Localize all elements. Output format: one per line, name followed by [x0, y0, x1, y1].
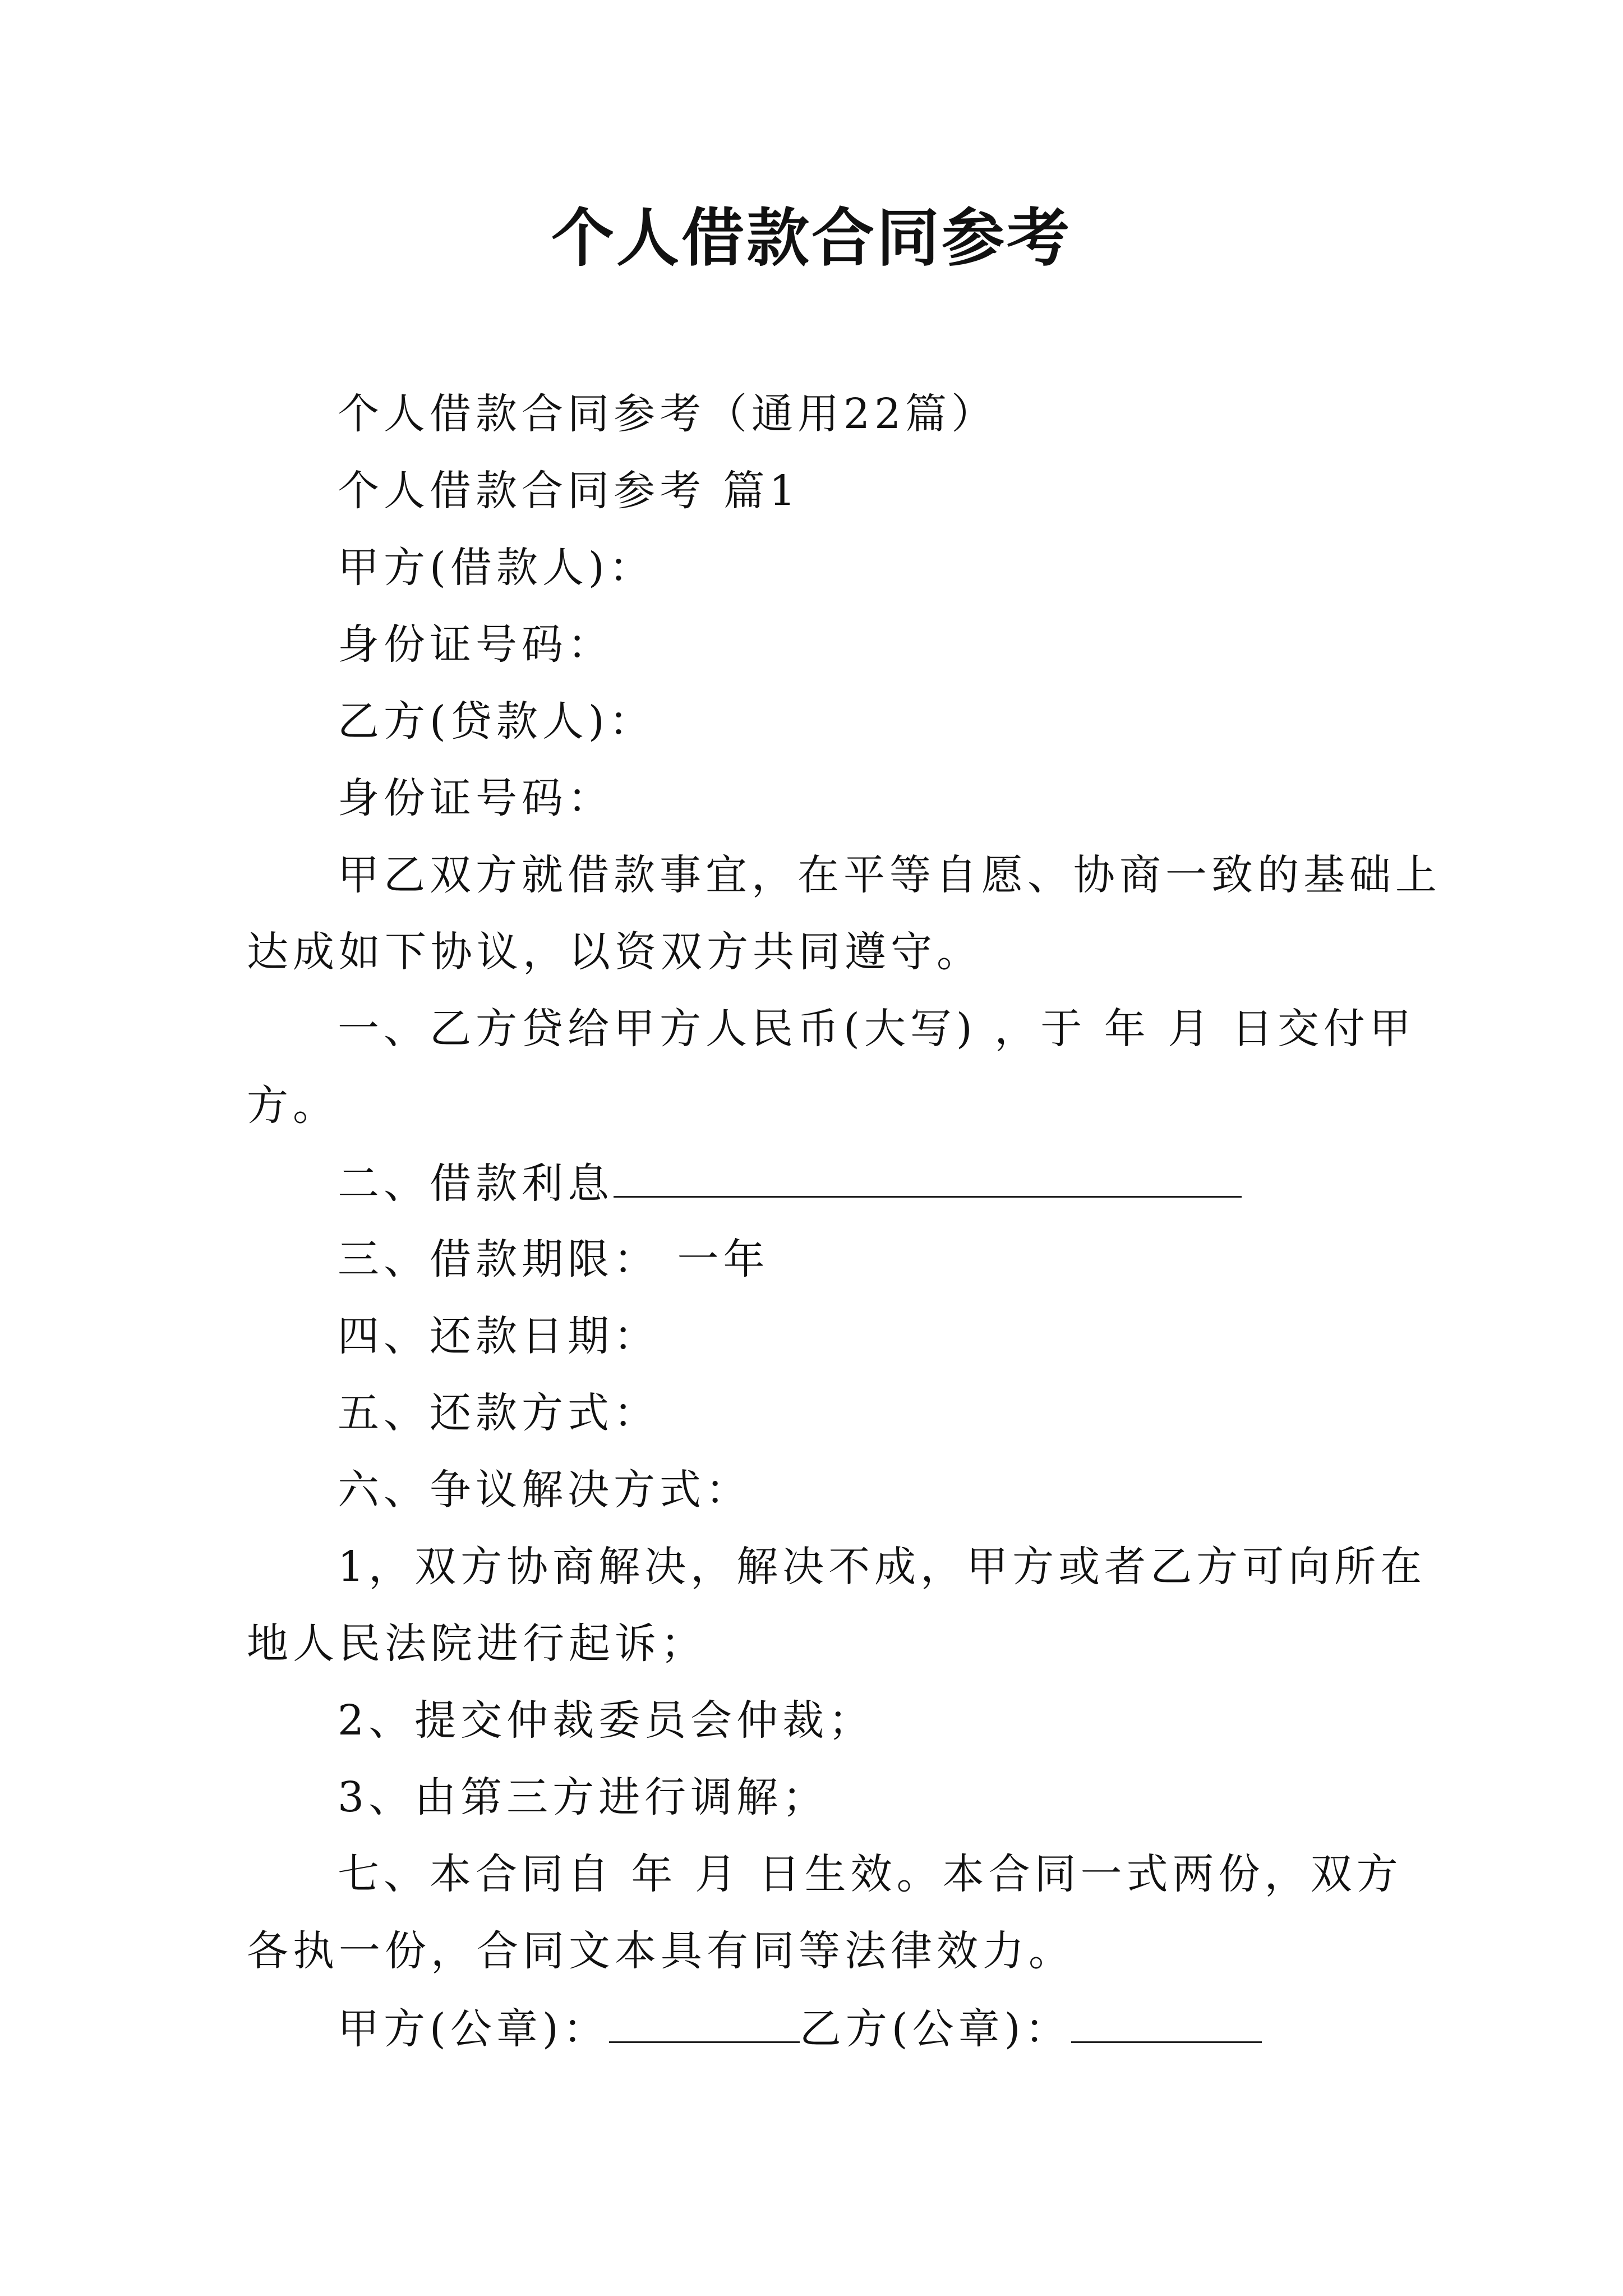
party-b-seal-blank [1071, 2000, 1262, 2043]
party-a-seal-blank [609, 2000, 800, 2043]
party-b-id-label: 身份证号码： [338, 774, 614, 822]
intro-paragraph-line-1: 甲乙双方就借款事宜，在平等自愿、协商一致的基础上 [338, 851, 1441, 899]
item-1-line-2: 地人民法院进行起诉； [247, 1619, 707, 1668]
party-a-label: 甲方(借款人)： [338, 544, 655, 592]
party-a-seal-label: 甲方(公章)： [338, 2005, 609, 2053]
clause-5: 五、还款方式： [338, 1389, 660, 1437]
clause-6: 六、争议解决方式： [338, 1466, 751, 1514]
item-2: 2、提交仲裁委员会仲裁； [338, 1696, 875, 1745]
intro-paragraph-line-2: 达成如下协议，以资双方共同遵守。 [247, 928, 983, 976]
section-heading: 个人借款合同参考 篇1 [338, 467, 800, 515]
item-3: 3、由第三方进行调解； [338, 1773, 829, 1821]
clause-2-label: 二、借款利息 [338, 1159, 614, 1208]
clause-1-line-1: 一、乙方贷给甲方人民币(大写) ，于 年 月 日交付甲 [338, 1005, 1415, 1053]
clause-3: 三、借款期限： 一年 [338, 1235, 769, 1283]
document-heading: 个人借款合同参考（通用22篇） [338, 390, 998, 438]
party-b-seal-label: 乙方(公章)： [799, 2005, 1071, 2053]
clause-4: 四、还款日期： [338, 1312, 660, 1360]
clause-1-line-2: 方。 [247, 1082, 339, 1130]
clause-2 [338, 1154, 1242, 1212]
party-b-label: 乙方(贷款人)： [338, 697, 655, 746]
interest-blank [614, 1154, 1242, 1198]
party-a-id-label: 身份证号码： [338, 620, 614, 669]
clause-7-line-2: 各执一份，合同文本具有同等法律效力。 [247, 1927, 1075, 1975]
clause-7-line-1: 七、本合同自 年 月 日生效。本合同一式两份，双方 [338, 1850, 1403, 1898]
document-title: 个人借款合同参考 [551, 201, 1072, 275]
signature-line [338, 2000, 1262, 2057]
item-1-line-1: 1，双方协商解决，解决不成，甲方或者乙方可向所在 [338, 1543, 1427, 1591]
